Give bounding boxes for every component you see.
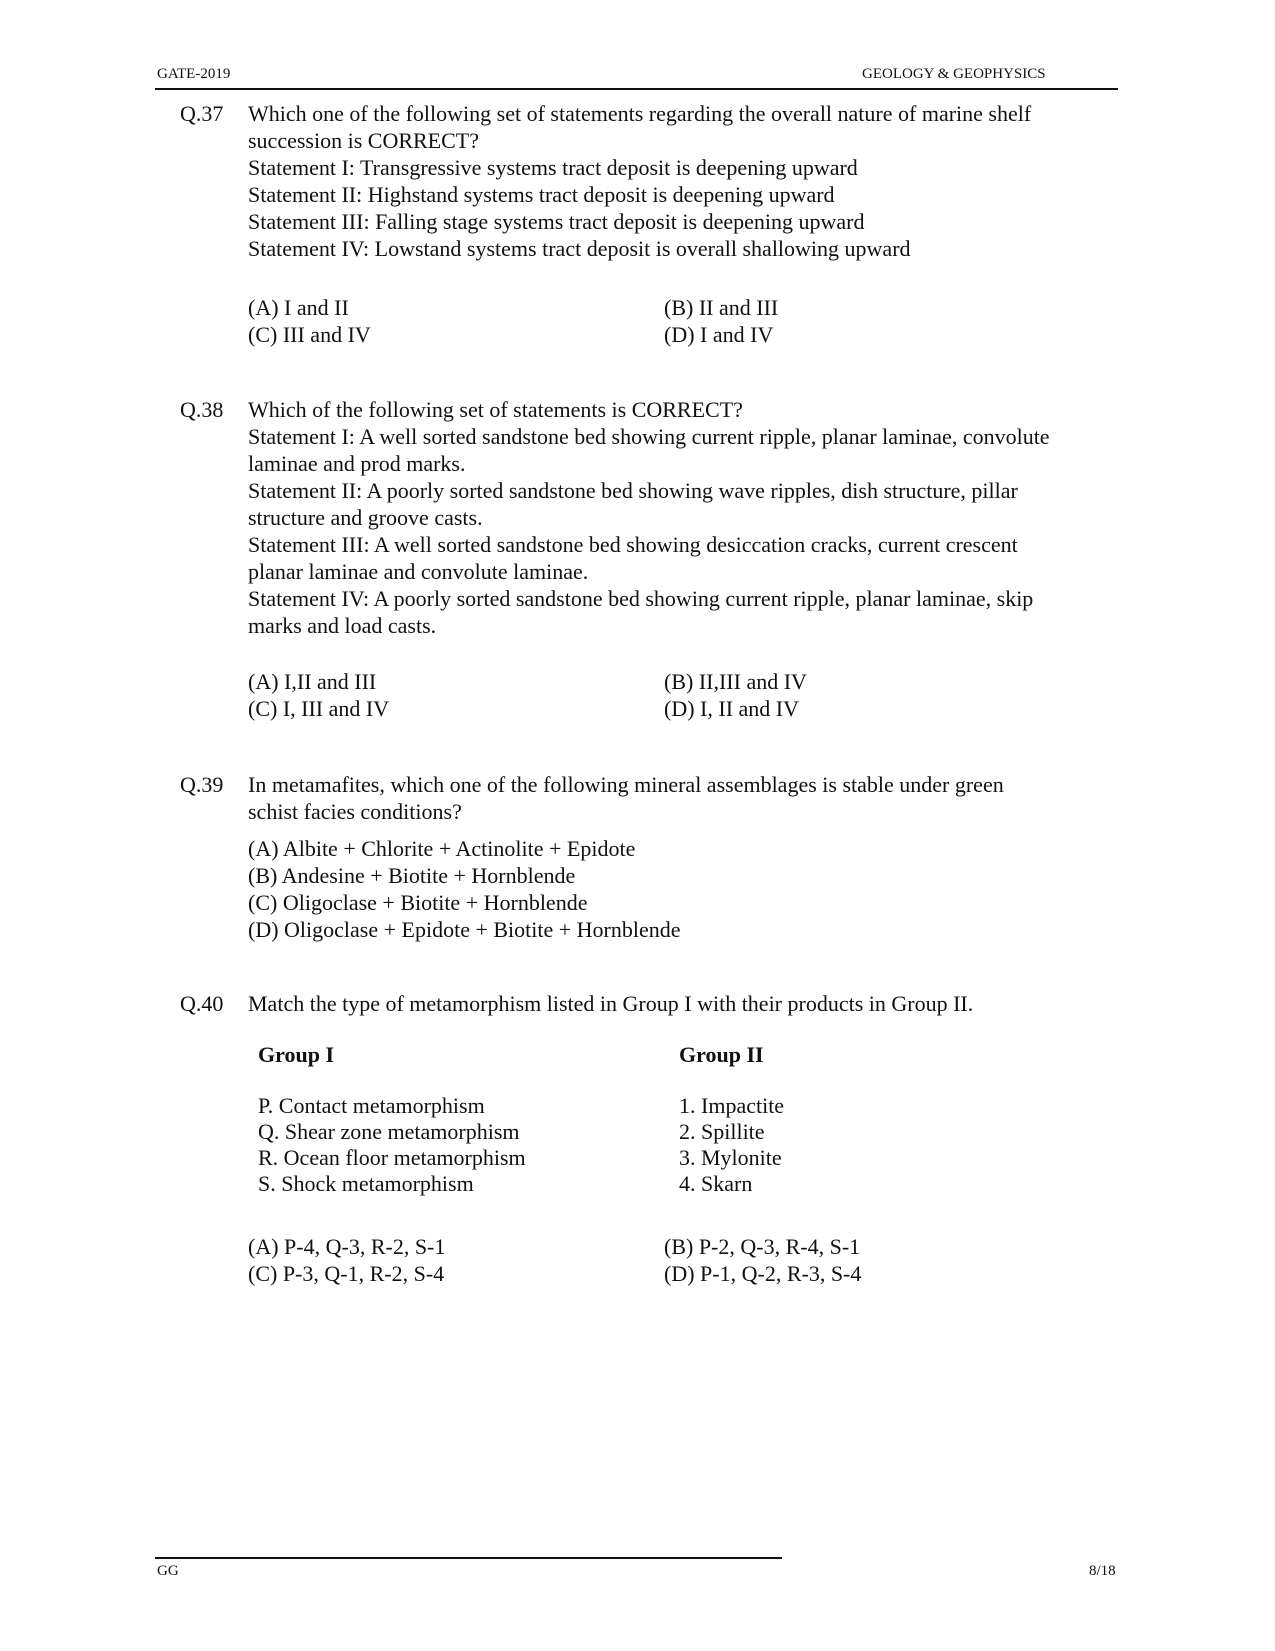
option-a: (A) I and II	[248, 295, 349, 320]
footer-divider	[155, 1557, 782, 1559]
option-c: (C) P-3, Q-1, R-2, S-4	[248, 1261, 445, 1286]
statement-line: structure and groove casts.	[248, 505, 483, 530]
question-line: In metamafites, which one of the following mineral assemblages is stable under green	[248, 772, 1004, 797]
group-1-title: Group I	[258, 1042, 335, 1067]
header-divider	[155, 88, 1118, 90]
option-a: (A) P-4, Q-3, R-2, S-1	[248, 1234, 446, 1259]
group-2-list	[679, 1093, 784, 1197]
option-b: (B) II,III and IV	[664, 669, 807, 694]
option-a: (A) Albite + Chlorite + Actinolite + Epidote	[248, 836, 636, 861]
statement-line: Statement II: A poorly sorted sandstone bed showing wave ripples, dish structure, pillar	[248, 478, 1018, 503]
statement-line: laminae and prod marks.	[248, 451, 466, 476]
option-c: (C) I, III and IV	[248, 696, 390, 721]
group-2-item: 4. Skarn	[679, 1171, 753, 1196]
group-1-item: R. Ocean floor metamorphism	[258, 1145, 526, 1170]
option-d: (D) Oligoclase + Epidote + Biotite + Hornblende	[248, 917, 681, 942]
option-b: (B) Andesine + Biotite + Hornblende	[248, 863, 576, 888]
statement-line: Statement IV: Lowstand systems tract deposit is overall shallowing upward	[248, 236, 911, 261]
question-39-options	[248, 835, 681, 943]
question-text	[248, 100, 1128, 262]
option-b: (B) P-2, Q-3, R-4, S-1	[664, 1234, 861, 1259]
question-text	[248, 990, 1128, 1017]
question-line: Which of the following set of statements is CORRECT?	[248, 397, 743, 422]
question-number: Q.39	[180, 772, 224, 797]
option-c: (C) III and IV	[248, 322, 371, 347]
question-number: Q.38	[180, 397, 224, 422]
group-1-item: Q. Shear zone metamorphism	[258, 1119, 520, 1144]
option-b: (B) II and III	[664, 295, 779, 320]
statement-line: planar laminae and convolute laminae.	[248, 559, 589, 584]
group-2-item: 3. Mylonite	[679, 1145, 782, 1170]
statement-line: Statement I: A well sorted sandstone bed showing current ripple, planar laminae, convolute	[248, 424, 1050, 449]
statement-line: Statement II: Highstand systems tract deposit is deepening upward	[248, 182, 835, 207]
footer-page-number: 8/18	[1089, 1563, 1116, 1579]
statement-line: marks and load casts.	[248, 613, 437, 638]
option-d: (D) I, II and IV	[664, 696, 799, 721]
option-c: (C) Oligoclase + Biotite + Hornblende	[248, 890, 588, 915]
question-line: Which one of the following set of statements regarding the overall nature of marine shelf	[248, 101, 1032, 126]
group-2-item: 2. Spillite	[679, 1119, 765, 1144]
question-number: Q.40	[180, 991, 224, 1016]
group-1-list	[258, 1093, 526, 1197]
header-exam-title: GATE-2019	[157, 66, 231, 82]
option-d: (D) P-1, Q-2, R-3, S-4	[664, 1261, 862, 1286]
question-line: Match the type of metamorphism listed in Group I with their products in Group II.	[248, 991, 974, 1016]
option-a: (A) I,II and III	[248, 669, 377, 694]
question-number: Q.37	[180, 101, 224, 126]
group-2-item: 1. Impactite	[679, 1093, 785, 1118]
statement-line: Statement III: A well sorted sandstone bed showing desiccation cracks, current crescent	[248, 532, 1018, 557]
option-d: (D) I and IV	[664, 322, 774, 347]
footer-paper-code: GG	[157, 1563, 179, 1579]
question-text	[248, 396, 1128, 639]
statement-line: Statement I: Transgressive systems tract deposit is deepening upward	[248, 155, 858, 180]
statement-line: Statement III: Falling stage systems tract deposit is deepening upward	[248, 209, 865, 234]
group-2-title: Group II	[679, 1042, 764, 1067]
question-text	[248, 771, 1128, 825]
question-line: succession is CORRECT?	[248, 128, 479, 153]
question-line: schist facies conditions?	[248, 799, 462, 824]
group-1-item: P. Contact metamorphism	[258, 1093, 485, 1118]
statement-line: Statement IV: A poorly sorted sandstone bed showing current ripple, planar laminae, skip	[248, 586, 1034, 611]
group-1-item: S. Shock metamorphism	[258, 1171, 474, 1196]
header-subject: GEOLOGY & GEOPHYSICS	[862, 66, 1046, 82]
